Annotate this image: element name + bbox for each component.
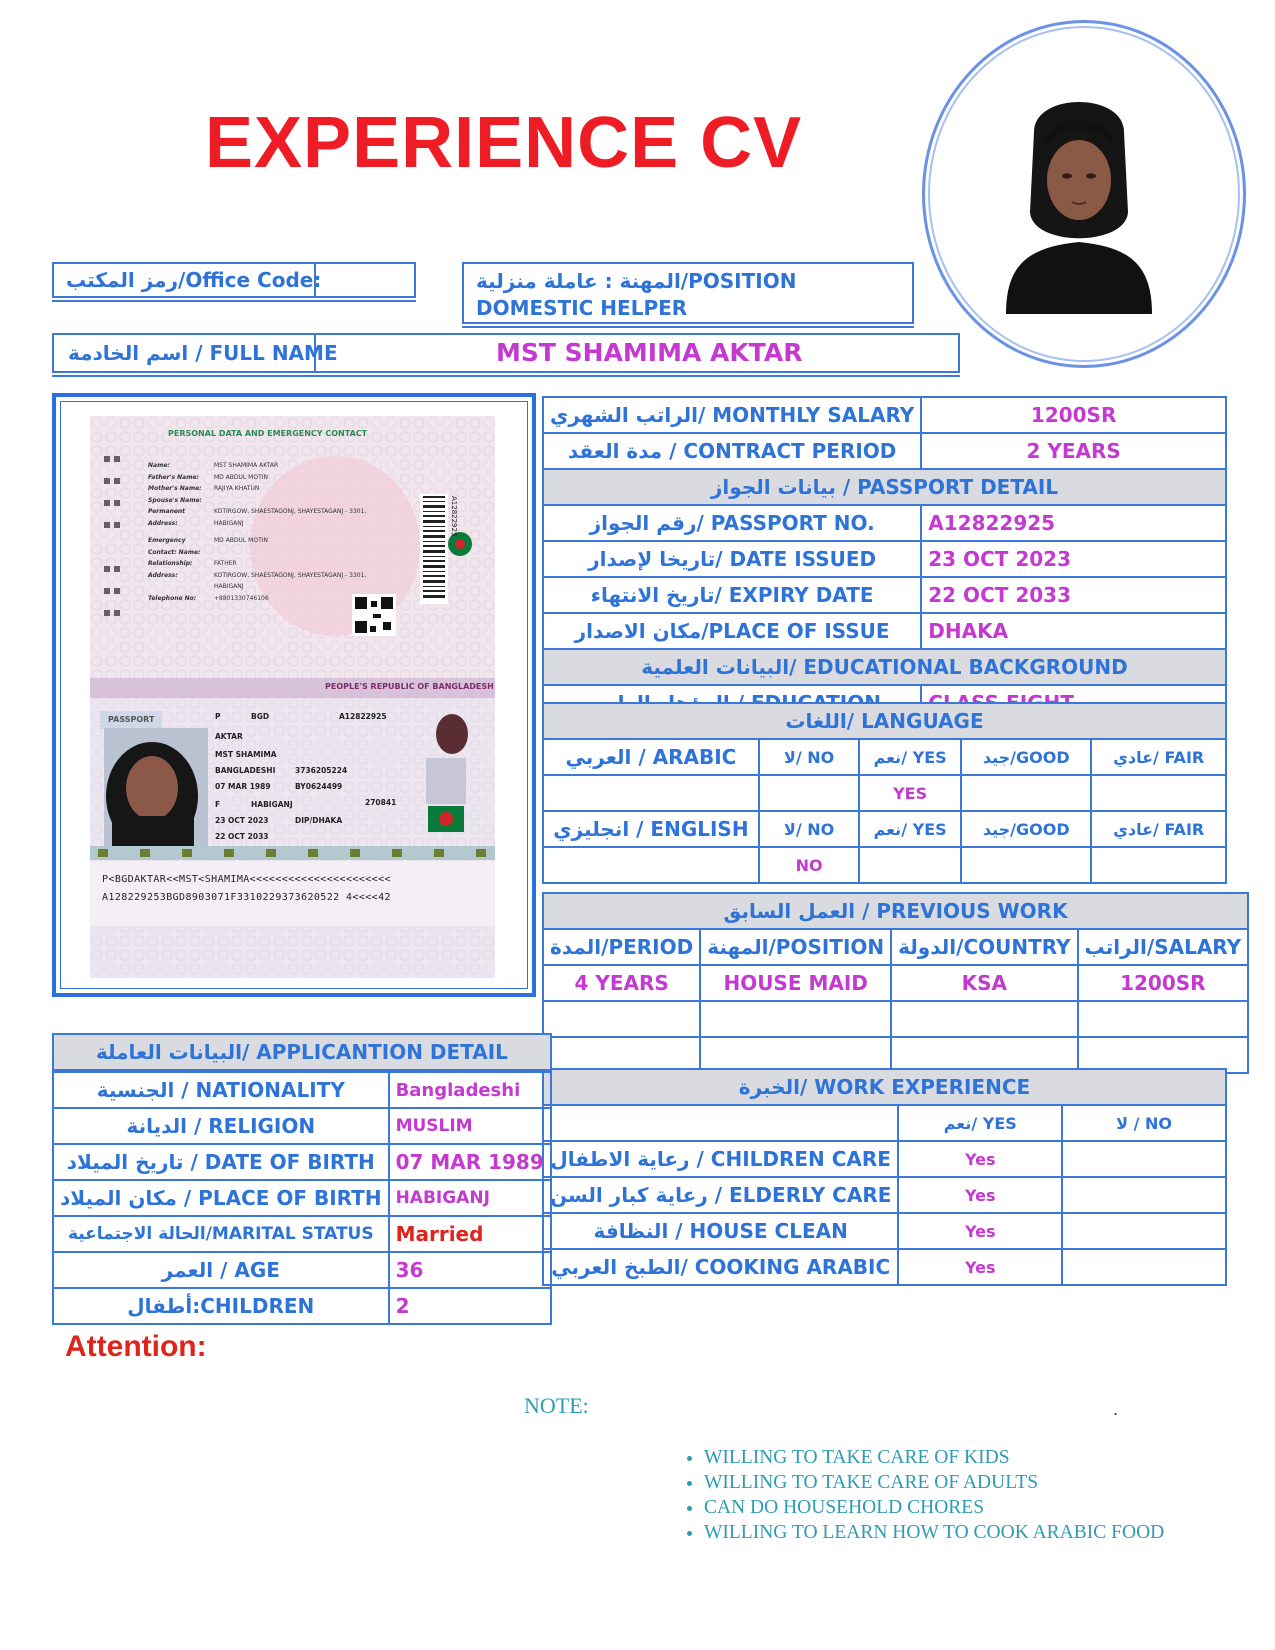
work-experience-table bbox=[542, 1068, 1227, 1286]
notes-list bbox=[668, 1445, 1164, 1545]
full-name-label: اسم الخادمة / FULL NAME bbox=[54, 335, 316, 371]
arabic-yes: YES bbox=[859, 775, 961, 811]
scan-prev-passport: BY0624499 bbox=[295, 782, 343, 791]
scan-field-value: MD ABDUL MOTIN bbox=[214, 473, 269, 481]
work-experience-col-yes: نعم/ YES bbox=[898, 1105, 1062, 1141]
passport-no-value: A12822925 bbox=[921, 505, 1226, 541]
table-row bbox=[53, 1071, 551, 1108]
english-fair bbox=[1091, 847, 1226, 883]
children-care-label: رعاية الاطفال / CHILDREN CARE bbox=[543, 1141, 898, 1177]
place-of-issue-label: مكان الاصدار/PLACE OF ISSUE bbox=[543, 613, 921, 649]
religion-label: الديانة / RELIGION bbox=[53, 1108, 389, 1144]
previous-work-country bbox=[891, 1001, 1077, 1037]
underline bbox=[52, 375, 960, 377]
table-row bbox=[543, 1001, 1248, 1037]
scan-field-value: KOTIRGOW, SHAESTAGONJ, SHAYESTAGANJ - 3301, HABIGANJ bbox=[214, 508, 367, 527]
marital-status-label: الحالة الاجتماعية/MARITAL STATUS bbox=[53, 1216, 389, 1252]
place-of-issue-value: DHAKA bbox=[921, 613, 1226, 649]
salary-label: الراتب الشهري/ MONTHLY SALARY bbox=[543, 397, 921, 433]
pob-label: مكان الميلاد / PLACE OF BIRTH bbox=[53, 1180, 389, 1216]
office-code-row bbox=[52, 262, 416, 298]
scan-field-label: Relationship: bbox=[148, 560, 193, 567]
age-label: العمر / AGE bbox=[53, 1252, 389, 1288]
scan-field-label: Spouse's Name: bbox=[148, 496, 202, 504]
underline bbox=[52, 300, 416, 302]
elderly-care-no bbox=[1062, 1177, 1226, 1213]
previous-work-position: HOUSE MAID bbox=[700, 965, 891, 1001]
arabic-no bbox=[759, 775, 859, 811]
previous-work-period bbox=[543, 1001, 700, 1037]
scan-mrz-line-2: A128229253BGD8903071F3310229373620522 4<<<<42 bbox=[102, 892, 391, 903]
scan-surname: AKTAR bbox=[215, 732, 243, 741]
table-row bbox=[543, 1177, 1226, 1213]
scan-data-block bbox=[215, 712, 415, 842]
scan-authority: DIP/DHAKA bbox=[295, 816, 343, 825]
previous-work-col-country: الدولة/COUNTRY bbox=[891, 929, 1077, 965]
scan-field-value: RAJIYA KHATUN bbox=[214, 485, 260, 492]
scan-given-name: MST SHAMIMA bbox=[215, 750, 277, 759]
cooking-arabic-yes: Yes bbox=[898, 1249, 1062, 1285]
education-heading: البيانات العلمية/ EDUCATIONAL BACKGROUND bbox=[543, 649, 1226, 685]
english-no: NO bbox=[759, 847, 859, 883]
arabic-good bbox=[961, 775, 1091, 811]
list-item: • WILLING TO TAKE CARE OF KIDS bbox=[704, 1445, 1164, 1470]
table-row bbox=[543, 1249, 1226, 1285]
contract-label: مدة العقد / CONTRACT PERIOD bbox=[543, 433, 921, 469]
arabic-label: العربي / ARABIC bbox=[543, 739, 759, 775]
elderly-care-yes: Yes bbox=[898, 1177, 1062, 1213]
previous-work-salary bbox=[1078, 1001, 1249, 1037]
dob-label: تاريخ الميلاد / DATE OF BIRTH bbox=[53, 1144, 389, 1180]
cooking-arabic-label: الطبخ العربي/ COOKING ARABIC bbox=[543, 1249, 898, 1285]
arabic-blank bbox=[543, 775, 759, 811]
religion-value: MUSLIM bbox=[389, 1108, 551, 1144]
language-col-good: جيد/GOOD bbox=[961, 739, 1091, 775]
table-row bbox=[53, 1216, 551, 1252]
children-label: أطفال:CHILDREN bbox=[53, 1288, 389, 1324]
scan-issue-date: 23 OCT 2023 bbox=[215, 816, 269, 825]
main-details-table bbox=[542, 396, 1227, 722]
previous-work-col-period: المدة/PERIOD bbox=[543, 929, 700, 965]
house-clean-no bbox=[1062, 1213, 1226, 1249]
office-code-value bbox=[316, 264, 414, 296]
previous-work-col-position: المهنة/POSITION bbox=[700, 929, 891, 965]
position-box bbox=[462, 262, 914, 324]
scan-country-header: PEOPLE'S REPUBLIC OF BANGLADESH bbox=[325, 682, 494, 691]
work-experience-blank bbox=[543, 1105, 898, 1141]
language-col-good: جيد/GOOD bbox=[961, 811, 1091, 847]
dob-value: 07 MAR 1989 bbox=[389, 1144, 551, 1180]
nationality-label: الجنسية / NATIONALITY bbox=[53, 1071, 389, 1108]
language-col-yes: نعم/ YES bbox=[859, 739, 961, 775]
attention-heading: Attention: bbox=[65, 1330, 207, 1363]
scan-field-label: Emergency Contact: Name: bbox=[148, 537, 201, 556]
scan-country-code: BGD bbox=[251, 712, 270, 721]
scan-barcode-text: A12822925 bbox=[450, 496, 458, 537]
scan-field-label: Name: bbox=[148, 462, 170, 469]
full-name-row bbox=[52, 333, 960, 373]
salary-value: 1200SR bbox=[921, 397, 1226, 433]
scan-field-label: Address: bbox=[148, 571, 178, 579]
previous-work-period: 4 YEARS bbox=[543, 965, 700, 1001]
previous-work-table bbox=[542, 892, 1249, 1074]
scan-issuing-no: 270841 bbox=[365, 798, 397, 807]
table-row bbox=[543, 1213, 1226, 1249]
list-item: • WILLING TO TAKE CARE OF ADULTS bbox=[704, 1470, 1164, 1495]
pob-value: HABIGANJ bbox=[389, 1180, 551, 1216]
office-code-label: رمز المكتب/Office Code: bbox=[54, 264, 316, 296]
scan-field-label: Telephone No: bbox=[148, 594, 197, 602]
table-row bbox=[543, 965, 1248, 1001]
expiry-date-value: 22 OCT 2033 bbox=[921, 577, 1226, 613]
english-blank bbox=[543, 847, 759, 883]
table-row bbox=[53, 1108, 551, 1144]
children-care-no bbox=[1062, 1141, 1226, 1177]
scan-nationality: BANGLADESHI bbox=[215, 766, 276, 775]
work-experience-col-no: لا / NO bbox=[1062, 1105, 1226, 1141]
english-label: انجليزي / ENGLISH bbox=[543, 811, 759, 847]
scan-top-title: PERSONAL DATA AND EMERGENCY CONTACT bbox=[168, 429, 368, 438]
children-care-yes: Yes bbox=[898, 1141, 1062, 1177]
scan-fields bbox=[148, 460, 378, 604]
previous-work-country: KSA bbox=[891, 965, 1077, 1001]
nationality-value: Bangladeshi bbox=[389, 1071, 551, 1108]
date-issued-value: 23 OCT 2023 bbox=[921, 541, 1226, 577]
list-item: • WILLING TO LEARN HOW TO COOK ARABIC FOOD bbox=[704, 1520, 1164, 1545]
position-value: DOMESTIC HELPER bbox=[476, 296, 688, 320]
table-row bbox=[543, 1141, 1226, 1177]
scan-pob: HABIGANJ bbox=[251, 800, 293, 809]
scan-sex: F bbox=[215, 800, 221, 809]
language-heading: اللغات/ LANGUAGE bbox=[543, 703, 1226, 739]
scan-passport-no: A12822925 bbox=[339, 712, 387, 721]
note-label: NOTE: bbox=[524, 1393, 589, 1418]
scan-passport-word: PASSPORT bbox=[108, 715, 155, 724]
scan-field-value: +8801330746106 bbox=[214, 594, 269, 602]
application-heading: البيانات العاملة/ APPLICANTION DETAIL bbox=[53, 1034, 551, 1071]
english-good bbox=[961, 847, 1091, 883]
scan-mrz-line-1: P<BGDAKTAR<<MST<SHAMIMA<<<<<<<<<<<<<<<<<<<<<< bbox=[102, 874, 391, 885]
page-title: EXPERIENCE CV bbox=[205, 103, 803, 183]
age-value: 36 bbox=[389, 1252, 551, 1288]
language-col-no: لا/ NO bbox=[759, 739, 859, 775]
note-dot: . bbox=[1113, 1400, 1119, 1419]
previous-work-position bbox=[700, 1001, 891, 1037]
elderly-care-label: رعاية كبار السن / ELDERLY CARE bbox=[543, 1177, 898, 1213]
arabic-fair bbox=[1091, 775, 1226, 811]
children-value: 2 bbox=[389, 1288, 551, 1324]
previous-work-heading: العمل السابق / PREVIOUS WORK bbox=[543, 893, 1248, 929]
passport-scan bbox=[90, 416, 495, 978]
work-experience-heading: الخبرة/ WORK EXPERIENCE bbox=[543, 1069, 1226, 1105]
language-table bbox=[542, 702, 1227, 884]
avatar bbox=[986, 72, 1173, 314]
scan-field-label: Father's Name: bbox=[148, 473, 199, 481]
list-item: • CAN DO HOUSEHOLD CHORES bbox=[704, 1495, 1164, 1520]
scan-dob: 07 MAR 1989 bbox=[215, 782, 271, 791]
date-issued-label: تاريخا لإصدار/ DATE ISSUED bbox=[543, 541, 921, 577]
language-col-no: لا/ NO bbox=[759, 811, 859, 847]
expiry-date-label: تاريخ الانتهاء/ EXPIRY DATE bbox=[543, 577, 921, 613]
passport-heading: بيانات الجواز / PASSPORT DETAIL bbox=[543, 469, 1226, 505]
scan-expiry-date: 22 OCT 2033 bbox=[215, 832, 269, 841]
english-yes bbox=[859, 847, 961, 883]
application-detail-table bbox=[52, 1033, 552, 1325]
scan-field-label: Mother's Name: bbox=[148, 485, 202, 492]
scan-field-value: FATHER bbox=[214, 560, 237, 567]
scan-field-value: KOTIRGOW, SHAESTAGONJ, SHAYESTAGANJ - 3301, HABIGANJ bbox=[214, 571, 367, 590]
scan-field-value: MD ABDUL MOTIN bbox=[214, 537, 269, 544]
marital-status-value: Married bbox=[389, 1216, 551, 1252]
language-col-yes: نعم/ YES bbox=[859, 811, 961, 847]
passport-no-label: رقم الجواز/ PASSPORT NO. bbox=[543, 505, 921, 541]
table-row bbox=[53, 1180, 551, 1216]
table-row bbox=[53, 1252, 551, 1288]
scan-type: P bbox=[215, 712, 221, 721]
scan-field-label: Permanent Address: bbox=[148, 508, 186, 527]
cooking-arabic-no bbox=[1062, 1249, 1226, 1285]
scan-personal-no: 3736205224 bbox=[295, 766, 348, 775]
previous-work-salary: 1200SR bbox=[1078, 965, 1249, 1001]
underline bbox=[462, 326, 914, 328]
full-name-value: MST SHAMIMA AKTAR bbox=[496, 338, 803, 367]
house-clean-yes: Yes bbox=[898, 1213, 1062, 1249]
position-label: المهنة : عاملة منزلية/POSITION bbox=[476, 269, 797, 293]
contract-value: 2 YEARS bbox=[921, 433, 1226, 469]
scan-field-value: MST SHAMIMA AKTAR bbox=[214, 462, 279, 469]
house-clean-label: النظافة / HOUSE CLEAN bbox=[543, 1213, 898, 1249]
table-row bbox=[53, 1288, 551, 1324]
table-row bbox=[53, 1144, 551, 1180]
previous-work-col-salary: الراتب/SALARY bbox=[1078, 929, 1249, 965]
language-col-fair: عادي/ FAIR bbox=[1091, 739, 1226, 775]
language-col-fair: عادي/ FAIR bbox=[1091, 811, 1226, 847]
